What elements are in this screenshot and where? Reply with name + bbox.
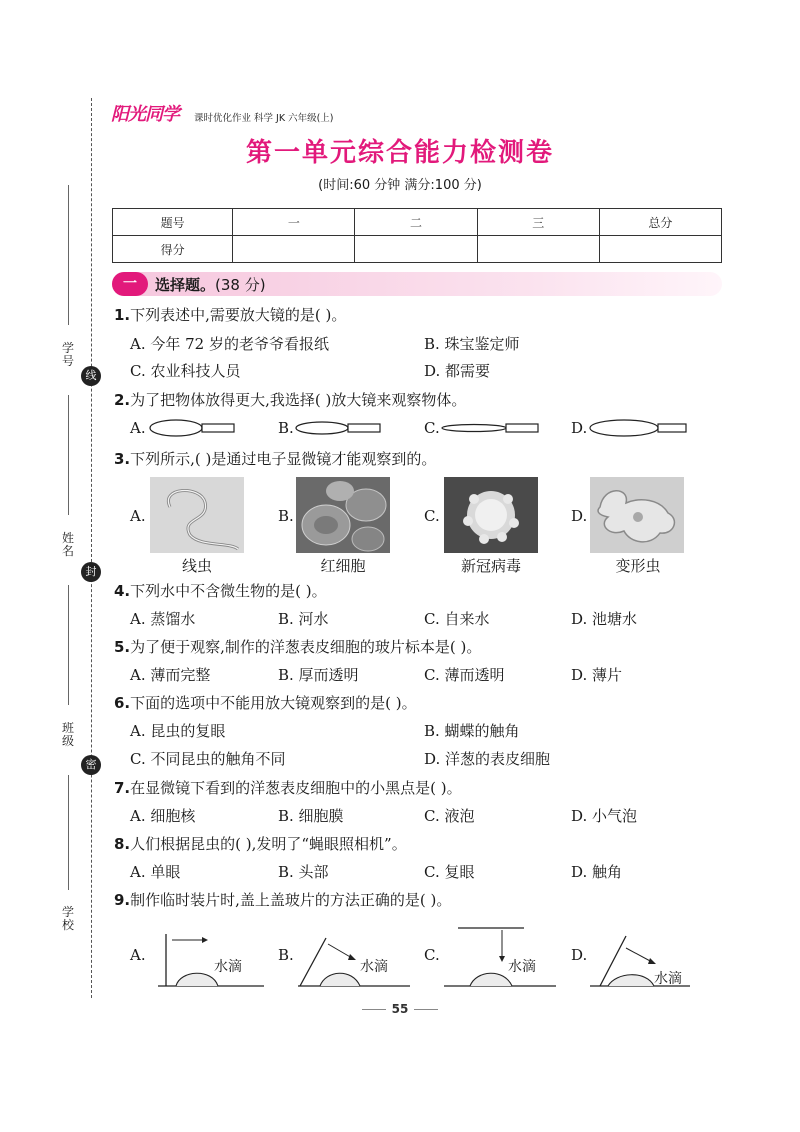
question-7: 7.在显微镜下看到的洋葱表皮细胞中的小黑点是( )。 <box>114 779 462 797</box>
q6-option-d[interactable]: D. 洋葱的表皮细胞 <box>424 750 551 768</box>
q9-option-a[interactable]: A. <box>130 946 146 964</box>
score-table <box>112 208 722 263</box>
q8-option-b[interactable]: B. 头部 <box>278 863 329 881</box>
page-title: 第一单元综合能力检测卷 <box>245 138 554 168</box>
q6-option-a[interactable]: A. 昆虫的复眼 <box>130 722 226 740</box>
q3-option-a[interactable]: A. <box>130 507 146 525</box>
medium-lens-magnifier-icon <box>294 418 384 438</box>
series-info: 课时优化作业 科学 JK 六年级(上) <box>194 113 334 124</box>
q4-option-d[interactable]: D. 池塘水 <box>571 610 638 628</box>
q3-caption-b: 红细胞 <box>320 557 366 575</box>
score-input-cell[interactable] <box>477 236 599 263</box>
school-line <box>68 775 69 890</box>
coronavirus-photo <box>444 477 538 553</box>
binding-dashed-line <box>91 98 92 998</box>
q4-option-c[interactable]: C. 自来水 <box>424 610 490 628</box>
score-cell: 题号 <box>113 209 233 236</box>
q2-option-c[interactable]: C. <box>424 419 440 437</box>
q3-caption-d: 变形虫 <box>615 557 661 575</box>
red-blood-cell-photo <box>296 477 390 553</box>
amoeba-photo <box>590 477 684 553</box>
seal-mark-seal: 封 <box>81 562 101 582</box>
q6-option-c[interactable]: C. 不同昆虫的触角不同 <box>130 750 286 768</box>
q9-option-b[interactable]: B. <box>278 946 294 964</box>
q3-option-d[interactable]: D. <box>571 507 588 525</box>
coverslip-diagram-d <box>586 928 706 992</box>
question-5: 5.为了便于观察,制作的洋葱表皮细胞的玻片标本是( )。 <box>114 638 482 656</box>
coverslip-diagram-c <box>440 922 560 992</box>
seal-mark-line: 线 <box>81 366 101 386</box>
section-title: 选择题。(38 分) <box>155 276 266 294</box>
q1-option-b[interactable]: B. 珠宝鉴定师 <box>424 335 520 353</box>
score-cell: 二 <box>355 209 477 236</box>
q9-option-d[interactable]: D. <box>571 946 588 964</box>
question-6: 6.下面的选项中不能用放大镜观察到的是( )。 <box>114 694 417 712</box>
q1-option-a[interactable]: A. 今年 72 岁的老爷爷看报纸 <box>130 335 329 353</box>
q2-option-b[interactable]: B. <box>278 419 294 437</box>
thick-lens-magnifier-icon <box>148 418 238 438</box>
nematode-photo <box>150 477 244 553</box>
score-cell: 总分 <box>599 209 721 236</box>
question-2: 2.为了把物体放得更大,我选择( )放大镜来观察物体。 <box>114 391 467 409</box>
score-table-value-row <box>113 236 722 263</box>
q3-caption-c: 新冠病毒 <box>460 557 521 575</box>
question-9: 9.制作临时装片时,盖上盖玻片的方法正确的是( )。 <box>114 891 452 909</box>
coverslip-diagram-a <box>148 928 268 992</box>
q8-option-d[interactable]: D. 触角 <box>571 863 623 881</box>
brand-logo: 阳光同学 <box>111 104 179 125</box>
score-cell: 得分 <box>113 236 233 263</box>
q4-option-b[interactable]: B. 河水 <box>278 610 329 628</box>
student-number-label: 学号 <box>61 341 74 368</box>
page-number: 55 <box>0 1002 800 1016</box>
score-cell: 三 <box>477 209 599 236</box>
school-label: 学校 <box>61 905 74 932</box>
score-table-header-row <box>113 209 722 236</box>
q5-option-a[interactable]: A. 薄而完整 <box>130 666 211 684</box>
q3-caption-a: 线虫 <box>181 557 212 575</box>
thin-lens-magnifier-icon <box>440 418 544 438</box>
q8-option-c[interactable]: C. 复眼 <box>424 863 475 881</box>
exam-info: (时间:60 分钟 满分:100 分) <box>318 178 482 193</box>
coverslip-diagram-b <box>294 928 414 992</box>
q1-option-d[interactable]: D. 都需要 <box>424 362 491 380</box>
q6-option-b[interactable]: B. 蝴蝶的触角 <box>424 722 520 740</box>
section-number: 一 <box>112 272 148 296</box>
q5-option-b[interactable]: B. 厚而透明 <box>278 666 359 684</box>
q7-option-a[interactable]: A. 细胞核 <box>130 807 196 825</box>
q7-option-d[interactable]: D. 小气泡 <box>571 807 638 825</box>
q7-option-b[interactable]: B. 细胞膜 <box>278 807 344 825</box>
q8-option-a[interactable]: A. 单眼 <box>130 863 181 881</box>
q2-option-d[interactable]: D. <box>571 419 588 437</box>
q9-drop-label-c: 水滴 <box>508 959 536 975</box>
question-1: 1.下列表述中,需要放大镜的是( )。 <box>114 306 347 324</box>
score-input-cell[interactable] <box>599 236 721 263</box>
student-number-line <box>68 185 69 325</box>
class-line <box>68 585 69 705</box>
q2-option-a[interactable]: A. <box>130 419 146 437</box>
q5-option-d[interactable]: D. 薄片 <box>571 666 623 684</box>
q4-option-a[interactable]: A. 蒸馏水 <box>130 610 196 628</box>
q9-drop-label-a: 水滴 <box>214 959 242 975</box>
score-input-cell[interactable] <box>233 236 355 263</box>
name-label: 姓名 <box>61 531 74 558</box>
question-8: 8.人们根据昆虫的( ),发明了“蝇眼照相机”。 <box>114 835 407 853</box>
q7-option-c[interactable]: C. 液泡 <box>424 807 475 825</box>
q9-option-c[interactable]: C. <box>424 946 440 964</box>
q5-option-c[interactable]: C. 薄而透明 <box>424 666 505 684</box>
score-input-cell[interactable] <box>355 236 477 263</box>
q3-option-b[interactable]: B. <box>278 507 294 525</box>
question-4: 4.下列水中不含微生物的是( )。 <box>114 582 327 600</box>
q1-option-c[interactable]: C. 农业科技人员 <box>130 362 241 380</box>
name-line <box>68 395 69 515</box>
question-3: 3.下列所示,( )是通过电子显微镜才能观察到的。 <box>114 450 437 468</box>
q9-drop-label-b: 水滴 <box>360 959 388 975</box>
seal-mark-secret: 密 <box>81 755 101 775</box>
q9-drop-label-d: 水滴 <box>654 971 682 987</box>
large-lens-magnifier-icon <box>588 418 692 438</box>
score-cell: 一 <box>233 209 355 236</box>
q3-option-c[interactable]: C. <box>424 507 440 525</box>
class-label: 班级 <box>61 721 74 748</box>
